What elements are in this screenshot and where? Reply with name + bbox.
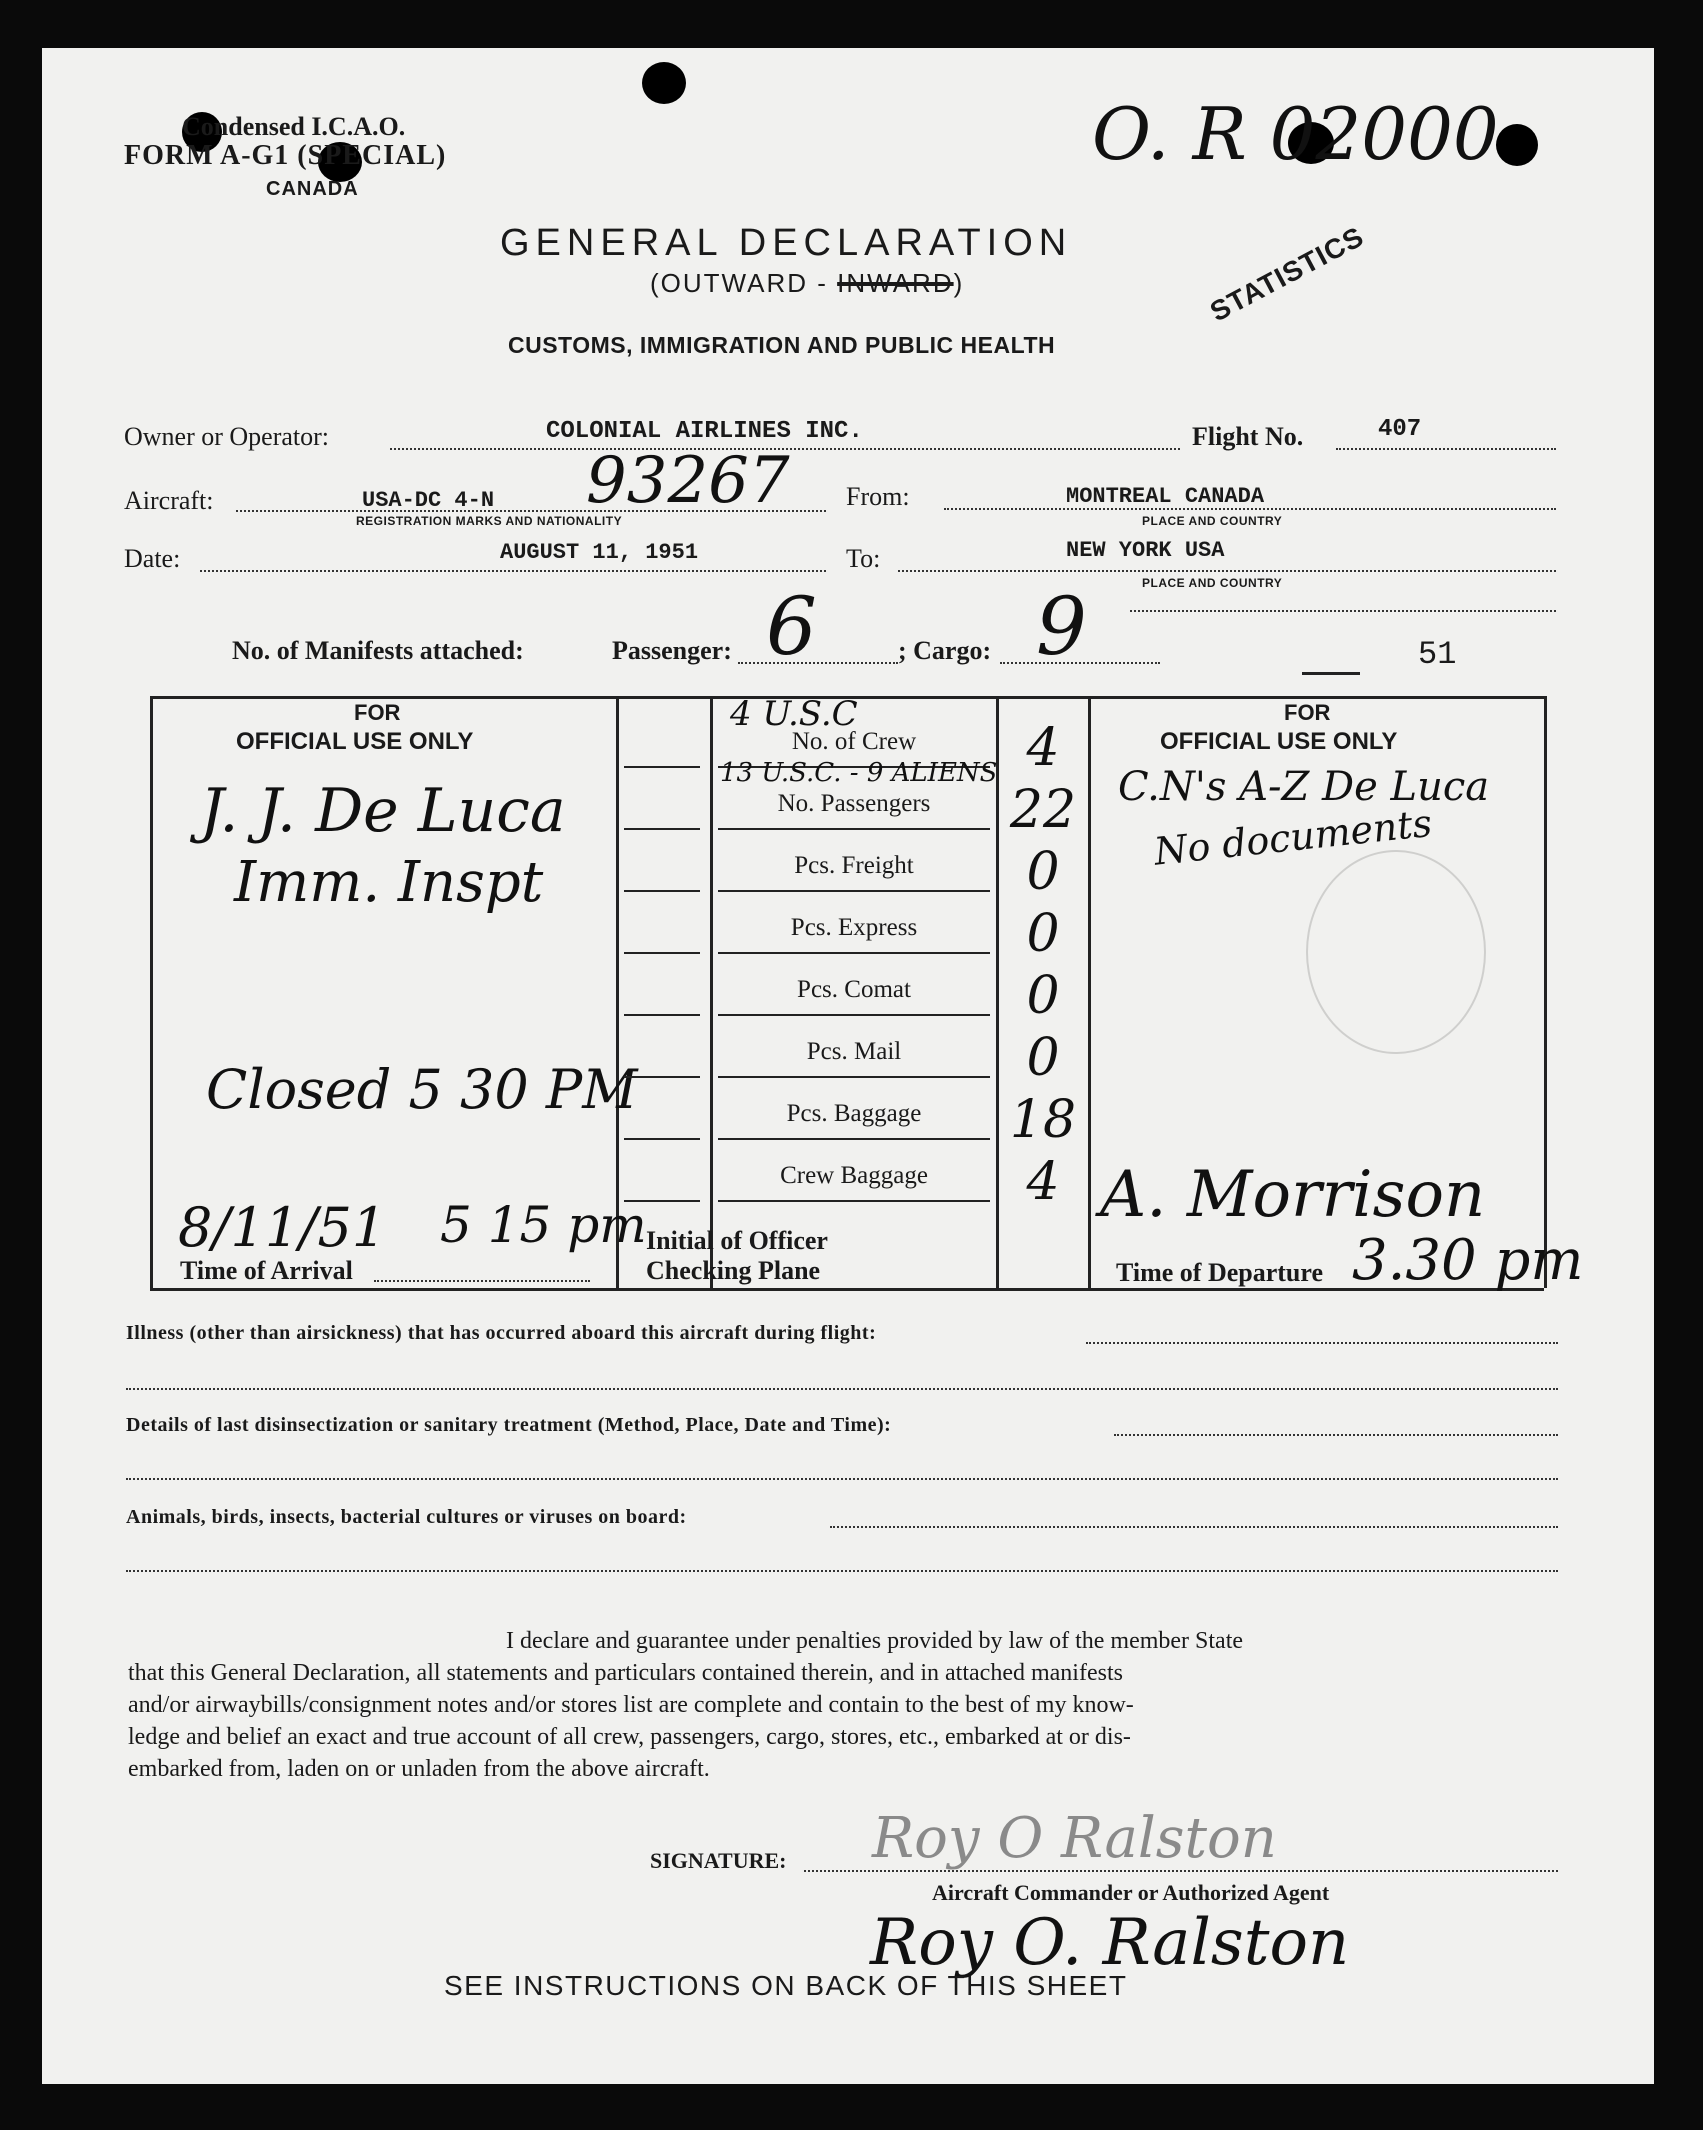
closed-time-handwritten: Closed 5 30 PM bbox=[206, 1058, 638, 1121]
illness-label: Illness (other than airsickness) that has occurred aboard this aircraft during flight: bbox=[126, 1322, 877, 1344]
punch-hole bbox=[642, 62, 686, 104]
signature-caption: Aircraft Commander or Authorized Agent bbox=[932, 1880, 1330, 1905]
initial-column-dash bbox=[624, 828, 700, 830]
item-row-value-handwritten: 0 bbox=[1026, 842, 1060, 902]
illness-line-2 bbox=[126, 1388, 1558, 1390]
faint-stamp-circle bbox=[1306, 850, 1486, 1054]
declaration-line-3: and/or airwaybills/consignment notes and/or stores list are complete and contain to the best of my know- bbox=[128, 1692, 1134, 1718]
item-row-label: Pcs. Freight bbox=[794, 852, 914, 879]
reference-number: O. R 02000 bbox=[1092, 92, 1499, 176]
to-label: To: bbox=[846, 544, 881, 573]
item-row-line bbox=[718, 1014, 990, 1016]
from-label: From: bbox=[846, 482, 910, 511]
subtitle-prefix: (OUTWARD - bbox=[650, 268, 838, 298]
table-bottom-border bbox=[150, 1288, 1544, 1291]
time-of-arrival-label: Time of Arrival bbox=[180, 1256, 353, 1285]
item-row-label: No. of Crew bbox=[791, 728, 917, 755]
right-note-1-handwritten: C.N's A-Z De Luca bbox=[1118, 764, 1490, 810]
right-official-header-1: FOR bbox=[1284, 700, 1331, 725]
owner-value: COLONIAL AIRLINES INC. bbox=[546, 418, 863, 445]
aircraft-value: USA-DC 4-N bbox=[362, 488, 495, 513]
item-row-label: Pcs. Baggage bbox=[786, 1100, 922, 1127]
officer-title-handwritten: Imm. Inspt bbox=[234, 850, 544, 915]
item-row-label: Pcs. Express bbox=[790, 914, 918, 941]
passenger-line bbox=[738, 662, 898, 664]
table-left-border bbox=[150, 696, 153, 1288]
initial-column-dash bbox=[624, 1138, 700, 1140]
owner-label: Owner or Operator: bbox=[124, 422, 330, 451]
declaration-line-2: that this General Declaration, all statements and particulars contained therein, and in attached manifests bbox=[128, 1660, 1123, 1686]
right-note-2-handwritten: No documents bbox=[1152, 800, 1435, 874]
passenger-note-handwritten: 13 U.S.C. - 9 ALIENS bbox=[720, 758, 998, 788]
item-row-value-handwritten: 0 bbox=[1026, 904, 1060, 964]
subtitle-suffix: ) bbox=[953, 268, 965, 298]
date-label: Date: bbox=[124, 544, 181, 573]
item-row-label: Crew Baggage bbox=[780, 1162, 928, 1189]
disinsectization-line-2 bbox=[126, 1478, 1558, 1480]
left-official-header-1: FOR bbox=[354, 700, 401, 725]
item-row-line bbox=[718, 952, 990, 954]
subtitle-struck: INWARD bbox=[837, 268, 954, 298]
cargo-manifests-handwritten: 9 bbox=[1036, 580, 1087, 673]
form-line-1: Condensed I.C.A.O. bbox=[182, 112, 406, 141]
item-row-label: Pcs. Comat bbox=[797, 976, 911, 1003]
initial-column-dash bbox=[624, 1200, 700, 1202]
manifests-label: No. of Manifests attached: bbox=[232, 636, 524, 665]
aircraft-caption: REGISTRATION MARKS AND NATIONALITY bbox=[356, 514, 623, 528]
item-row-value-handwritten: 0 bbox=[1026, 966, 1060, 1026]
item-row-value-handwritten: 18 bbox=[1009, 1090, 1077, 1150]
declaration-line-4: ledge and belief an exact and true account of all crew, passengers, cargo, stores, etc., embarked at or dis- bbox=[128, 1724, 1131, 1750]
flight-value: 407 bbox=[1378, 416, 1422, 443]
animals-line-2 bbox=[126, 1570, 1558, 1572]
to-line bbox=[898, 570, 1556, 572]
form-line-3: CANADA bbox=[266, 178, 359, 200]
initial-column-dash bbox=[624, 1014, 700, 1016]
aircraft-registration-handwritten: 93267 bbox=[586, 444, 790, 518]
time-of-departure-label: Time of Departure bbox=[1116, 1258, 1323, 1287]
item-row-line bbox=[718, 828, 990, 830]
item-row-line bbox=[718, 1138, 990, 1140]
left-official-header-2: OFFICIAL USE ONLY bbox=[236, 728, 474, 755]
page-title: GENERAL DECLARATION bbox=[500, 222, 1073, 264]
from-caption: PLACE AND COUNTRY bbox=[1142, 514, 1283, 528]
date-value: AUGUST 11, 1951 bbox=[500, 540, 699, 565]
statistics-stamp: STATISTICS bbox=[1205, 220, 1369, 328]
form-line-2: FORM A-G1 (SPECIAL) bbox=[124, 140, 447, 171]
item-row-line bbox=[718, 890, 990, 892]
to-underline bbox=[1130, 610, 1556, 612]
signature-faint-handwritten: Roy O Ralston bbox=[872, 1806, 1277, 1871]
arrival-time-handwritten: 5 15 pm bbox=[440, 1196, 647, 1254]
initial-column-dash bbox=[624, 952, 700, 954]
signature-label: SIGNATURE: bbox=[650, 1848, 787, 1873]
time-of-arrival-line bbox=[374, 1280, 590, 1282]
item-row-value-handwritten: 0 bbox=[1026, 1028, 1060, 1088]
punch-hole bbox=[1496, 124, 1538, 166]
right-official-header-2: OFFICIAL USE ONLY bbox=[1160, 728, 1398, 755]
department-line: CUSTOMS, IMMIGRATION AND PUBLIC HEALTH bbox=[508, 332, 1056, 358]
to-value: NEW YORK USA bbox=[1066, 538, 1225, 563]
item-row-line bbox=[718, 1076, 990, 1078]
flight-line bbox=[1336, 448, 1556, 450]
table-right-border bbox=[1544, 696, 1547, 1288]
animals-label: Animals, birds, insects, bacterial cultures or viruses on board: bbox=[126, 1506, 687, 1528]
disinsectization-line-1 bbox=[1114, 1434, 1558, 1436]
aircraft-label: Aircraft: bbox=[124, 486, 214, 515]
from-value: MONTREAL CANADA bbox=[1066, 484, 1265, 509]
date-line bbox=[200, 570, 826, 572]
item-row-line bbox=[718, 1200, 990, 1202]
departure-time-handwritten: 3.30 pm bbox=[1352, 1228, 1584, 1293]
initial-column-dash bbox=[624, 1076, 700, 1078]
table-divider-4 bbox=[1088, 696, 1091, 1288]
commander-signature-handwritten: Roy O. Ralston bbox=[870, 1906, 1350, 1980]
arrival-date-handwritten: 8/11/51 bbox=[178, 1196, 387, 1259]
table-divider-2 bbox=[710, 696, 713, 1288]
crew-note-handwritten: 4 U.S.C bbox=[730, 694, 858, 734]
passenger-label: Passenger: bbox=[612, 636, 732, 665]
item-row-label: Pcs. Mail bbox=[806, 1038, 902, 1065]
item-row-value-handwritten: 22 bbox=[1009, 780, 1077, 840]
inspector-signature-handwritten: A. Morrison bbox=[1100, 1158, 1486, 1232]
declaration-line-1: I declare and guarantee under penalties provided by law of the member State bbox=[506, 1628, 1244, 1654]
initial-officer-label-2: Checking Plane bbox=[646, 1256, 821, 1285]
page-ref: 51 bbox=[1418, 636, 1457, 673]
initial-column-dash bbox=[624, 890, 700, 892]
page-ref-dash bbox=[1302, 672, 1360, 675]
initial-column-dash bbox=[624, 766, 700, 768]
item-row-value-handwritten: 4 bbox=[1026, 718, 1060, 778]
disinsectization-label: Details of last disinsectization or sanitary treatment (Method, Place, Date and Time): bbox=[126, 1414, 892, 1436]
flight-label: Flight No. bbox=[1192, 422, 1304, 451]
cargo-label: ; Cargo: bbox=[898, 636, 992, 665]
declaration-line-5: embarked from, laden on or unladen from the above aircraft. bbox=[128, 1756, 710, 1782]
item-row-label: No. Passengers bbox=[777, 790, 931, 817]
passenger-manifests-handwritten: 6 bbox=[766, 580, 817, 673]
direction-subtitle bbox=[650, 268, 964, 299]
officer-signature-handwritten: J. J. De Luca bbox=[200, 776, 566, 846]
initial-officer-label-1: Initial of Officer bbox=[646, 1226, 828, 1255]
to-caption: PLACE AND COUNTRY bbox=[1142, 576, 1283, 590]
footer-instructions: SEE INSTRUCTIONS ON BACK OF THIS SHEET bbox=[444, 1970, 1128, 2001]
item-row-value-handwritten: 4 bbox=[1026, 1152, 1060, 1212]
animals-line-1 bbox=[830, 1526, 1558, 1528]
illness-line-1 bbox=[1086, 1342, 1558, 1344]
